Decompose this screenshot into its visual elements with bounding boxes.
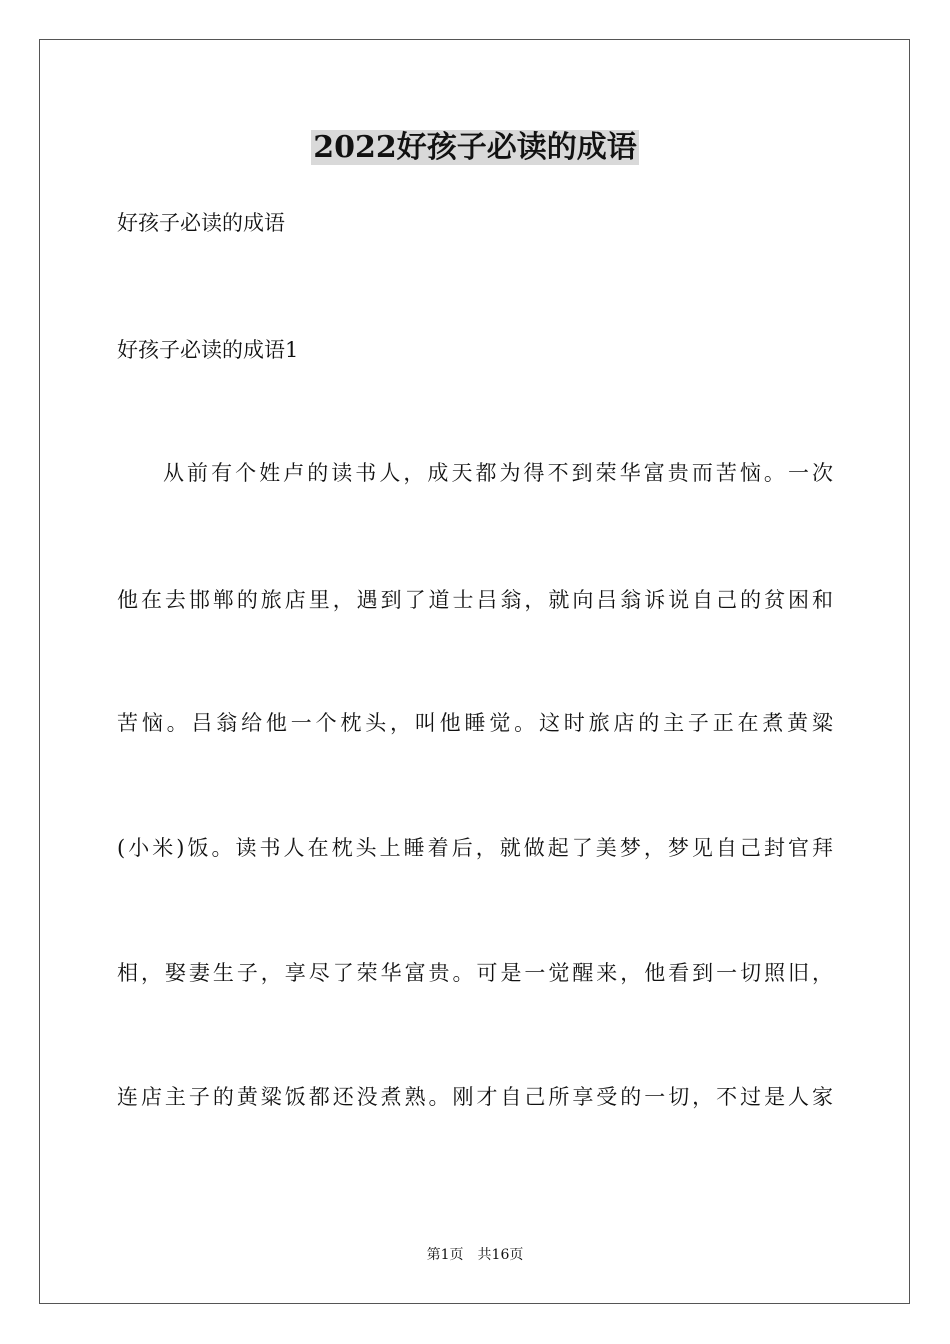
body-line-2: 他在去邯郸的旅店里，遇到了道士吕翁，就向吕翁诉说自己的贫困和 — [117, 588, 833, 612]
document-title — [0, 128, 950, 168]
body-line-6: 连店主子的黄粱饭都还没煮熟。刚才自己所享受的一切，不过是人家 — [117, 1085, 833, 1109]
body-line-3: 苦恼。吕翁给他一个枕头，叫他睡觉。这时旅店的主子正在煮黄粱 — [117, 711, 833, 735]
body-line-4: (小米)饭。读书人在枕头上睡着后，就做起了美梦，梦见自己封官拜 — [117, 836, 833, 860]
page-footer: 第1页 共16页 — [426, 1247, 524, 1263]
document-subtitle: 好孩子必读的成语 — [117, 211, 285, 235]
section-heading: 好孩子必读的成语1 — [117, 338, 299, 362]
document-title-text: 2022好孩子必读的成语 — [313, 130, 637, 165]
body-line-1: 从前有个姓卢的读书人，成天都为得不到荣华富贵而苦恼。一次 — [163, 461, 833, 485]
body-line-5: 相，娶妻生子，享尽了荣华富贵。可是一觉醒来，他看到一切照旧， — [117, 961, 833, 985]
